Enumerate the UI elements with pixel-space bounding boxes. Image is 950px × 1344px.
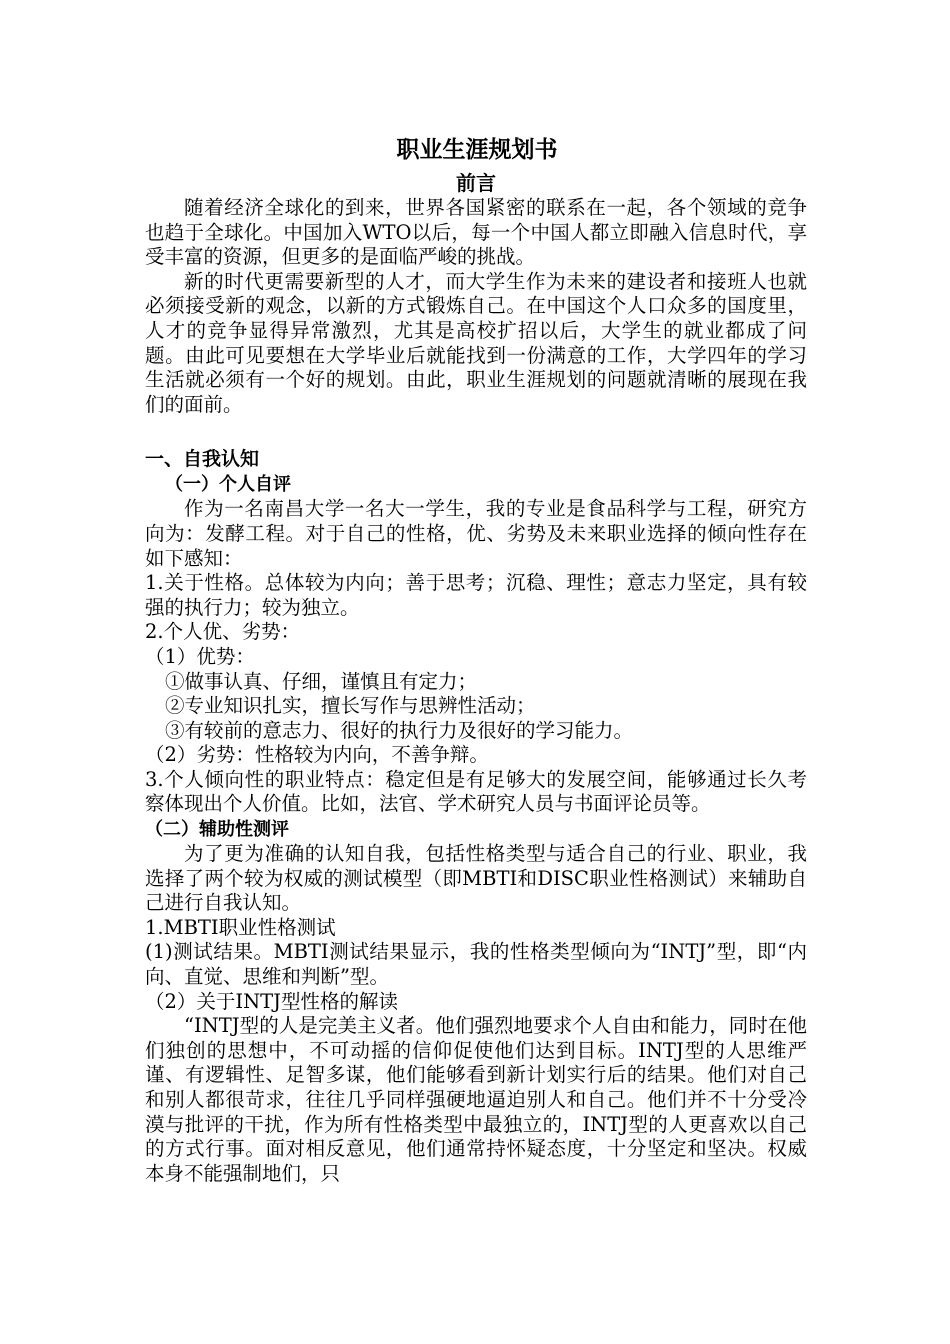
list-item-strength-2: ②专业知识扎实，擅长写作与思辨性活动； xyxy=(165,694,536,718)
subsection-heading-self-evaluation: （一）个人自评 xyxy=(165,474,291,496)
section-heading-self-awareness: 一、自我认知 xyxy=(145,448,260,471)
mbti-interpretation-text: “INTJ型的人是完美主义者。他们强烈地要求个人自由和能力，同时在他们独创的思想中，不可动摇的信仰促使他们达到目标。INTJ型的人思维严谨、有逻辑性、足智多谋，他们能够看到新计划实行后的结果。他们对自己和别人都很苛求，往往几乎同样强硬地逼迫别人和自己。他们并不十分受冷漠与批评的干扰，作为所有性格类型中最独立的，INTJ型的人更喜欢以自己的方式行事。面对相反意见，他们通常持怀疑态度，十分坚定和坚决。权威本身不能强制地们，只 xyxy=(145,1014,807,1185)
list-item-personality: 1.关于性格。总体较为内向；善于思考；沉稳、理性；意志力坚定，具有较强的执行力；较为独立。 xyxy=(145,571,807,619)
preface-paragraph-1: 随着经济全球化的到来，世界各国紧密的联系在一起，各个领域的竞争也趋于全球化。中国加入WTO以后，每一个中国人都立即融入信息时代，享受丰富的资源，但更多的是面临严峻的挑战。 xyxy=(145,196,807,269)
self-evaluation-intro: 作为一名南昌大学一名大一学生，我的专业是食品科学与工程，研究方向为：发酵工程。对于自己的性格，优、劣势及未来职业选择的倾向性存在如下感知： xyxy=(145,497,807,570)
list-item-career-tendency: 3.个人倾向性的职业特点：稳定但是有足够大的发展空间，能够通过长久考察体现出个人价值。比如，法官、学术研究人员与书面评论员等。 xyxy=(145,767,807,816)
subsection-heading-assisted-assessment: （二）辅助性测评 xyxy=(145,819,289,841)
mbti-result: (1)测试结果。MBTI测试结果显示，我的性格类型倾向为“INTJ”型，即“内向、直觉、思维和判断”型。 xyxy=(145,940,807,989)
mbti-interpretation-heading: （2）关于INTJ型性格的解读 xyxy=(145,989,398,1013)
list-item-strength-3: ③有较前的意志力、很好的执行力及很好的学习能力。 xyxy=(165,718,634,742)
list-item-weaknesses: （2）劣势：性格较为内向，不善争辩。 xyxy=(145,743,489,767)
preface-heading: 前言 xyxy=(456,171,496,195)
assessment-intro: 为了更为准确的认知自我，包括性格类型与适合自己的行业、职业，我选择了两个较为权威的测试模型（即MBTI和DISC职业性格测试）来辅助自己进行自我认知。 xyxy=(145,842,807,915)
list-item-strength-1: ①做事认真、仔细，谨慎且有定力； xyxy=(165,669,478,693)
section-spacer xyxy=(145,417,807,447)
list-item-strengths: （1）优势： xyxy=(145,644,255,668)
document-page xyxy=(145,130,807,1186)
mbti-heading: 1.MBTI职业性格测试 xyxy=(145,915,336,939)
preface-paragraph-2: 新的时代更需要新型的人才，而大学生作为未来的建设者和接班人也就必须接受新的观念，以新的方式锻炼自己。在中国这个人口众多的国度里，人才的竞争显得异常激烈，尤其是高校扩招以后，大学生的就业都成了问题。由此可见要想在大学毕业后就能找到一份满意的工作，大学四年的学习生活就必须有一个好的规划。由此，职业生涯规划的问题就清晰的展现在我们的面前。 xyxy=(145,269,807,416)
list-item-strengths-weaknesses: 2.个人优、劣势： xyxy=(145,620,301,644)
document-title: 职业生涯规划书 xyxy=(396,137,558,163)
